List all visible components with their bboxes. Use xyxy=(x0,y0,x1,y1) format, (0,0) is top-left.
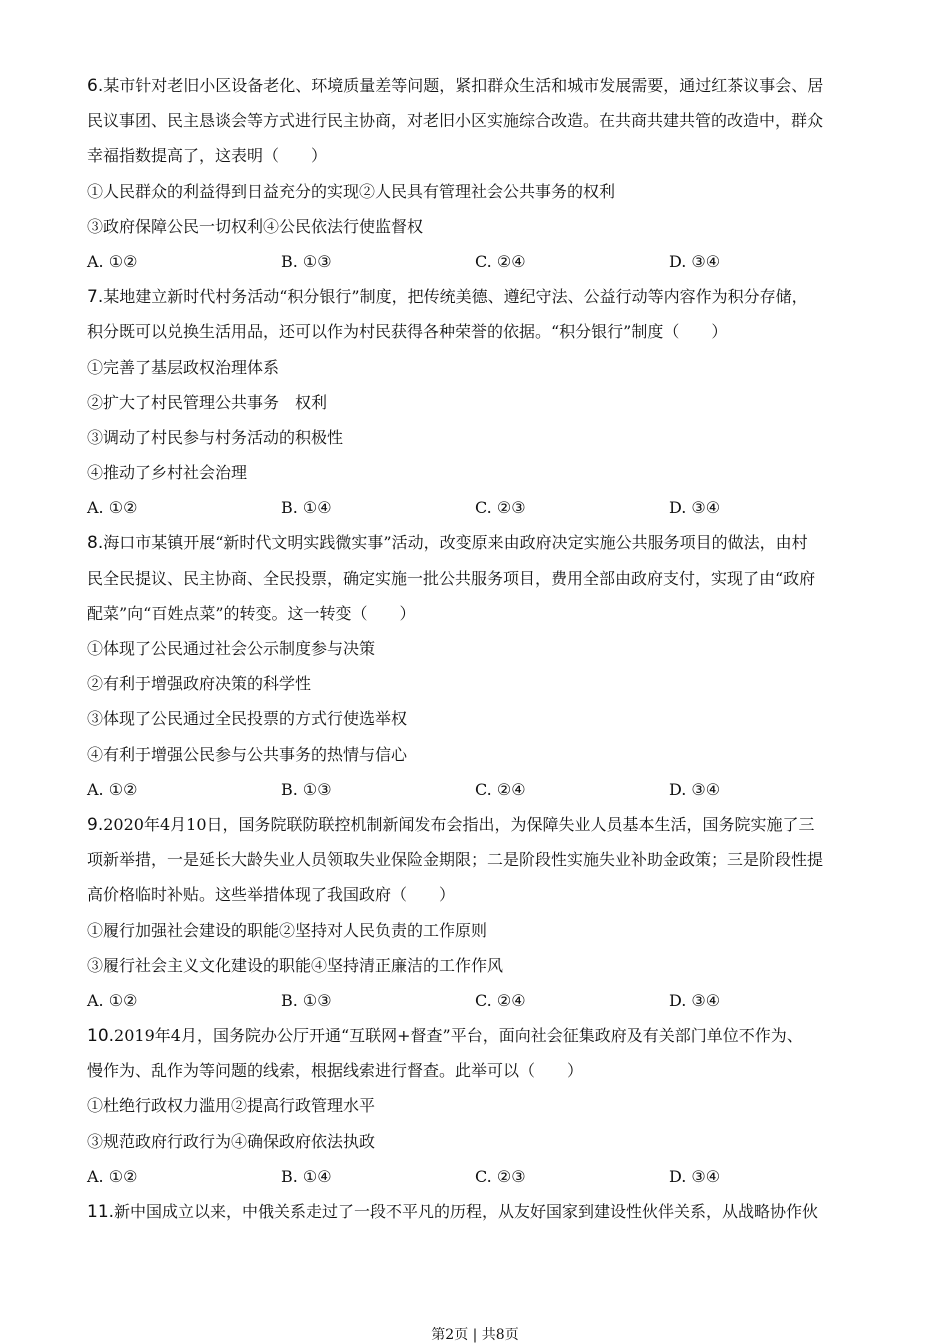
answer-choice: B. ①③ xyxy=(281,779,332,799)
answer-choice: A. ①② xyxy=(87,251,138,271)
question-8 xyxy=(87,525,867,807)
answer-choice: B. ①④ xyxy=(281,498,332,518)
statement-option: ④推动了乡村社会治理 xyxy=(87,463,248,483)
question-stem-line xyxy=(87,1018,867,1053)
question-7 xyxy=(87,279,867,525)
stem-text: 民议事团、民主恳谈会等方式进行民主协商，对老旧小区实施综合改造。在共商共建共管的改造中，群众 xyxy=(87,111,824,131)
stem-text: 民全民提议、民主协商、全民投票，确定实施一批公共服务项目，费用全部由政府支付，实现了由“政府 xyxy=(87,568,816,588)
answer-choice: C. ②④ xyxy=(475,990,526,1010)
question-stem-line xyxy=(87,68,867,103)
question-number: 6. xyxy=(87,76,104,96)
statement-option: ②扩大了村民管理公共事务 权利 xyxy=(87,392,328,412)
stem-text: 积分既可以兑换生活用品，还可以作为村民获得各种荣誉的依据。“积分银行”制度（ ） xyxy=(87,322,728,342)
stem-text: 海口市某镇开展“新时代文明实践微实事”活动，改变原来由政府决定实施公共服务项目的做法，由村 xyxy=(103,533,808,553)
answer-choices xyxy=(87,983,867,1018)
question-number: 11. xyxy=(87,1202,115,1222)
question-stem-line xyxy=(87,279,867,314)
statement-option: ③体现了公民通过全民投票的方式行使选举权 xyxy=(87,709,408,729)
answer-choice: A. ①② xyxy=(87,1166,138,1186)
statement-option: ③履行社会主义文化建设的职能④坚持清正廉洁的工作作风 xyxy=(87,955,504,975)
question-stem-line xyxy=(87,103,867,138)
statement-option: ②有利于增强政府决策的科学性 xyxy=(87,674,312,694)
stem-text: 配菜”向“百姓点菜”的转变。这一转变（ ） xyxy=(87,603,416,623)
page-footer: 第2页 | 共8页 xyxy=(431,1327,519,1343)
answer-choices xyxy=(87,490,867,525)
answer-choice: A. ①② xyxy=(87,779,138,799)
question-stem-line xyxy=(87,596,867,631)
answer-choice: B. ①③ xyxy=(281,990,332,1010)
question-stem-line xyxy=(87,842,867,877)
question-stem-line xyxy=(87,314,867,349)
stem-text: 项新举措，一是延长大龄失业人员领取失业保险金期限；二是阶段性实施失业补助金政策；三是阶段性提 xyxy=(87,850,824,870)
question-11 xyxy=(87,1194,867,1229)
answer-choice: B. ①③ xyxy=(281,251,332,271)
answer-choice: C. ②③ xyxy=(475,498,526,518)
answer-choices xyxy=(87,772,867,807)
question-stem-line xyxy=(87,561,867,596)
question-10 xyxy=(87,1018,867,1194)
question-stem-line xyxy=(87,1053,867,1088)
answer-choice: D. ③④ xyxy=(669,990,721,1010)
statement-option: ①人民群众的利益得到日益充分的实现②人民具有管理社会公共事务的权利 xyxy=(87,181,616,201)
question-number: 7. xyxy=(87,287,104,308)
answer-choice: C. ②④ xyxy=(475,779,526,799)
question-stem-line xyxy=(87,525,867,560)
statement-option: ③调动了村民参与村务活动的积极性 xyxy=(87,427,344,447)
question-number: 9. xyxy=(87,814,104,835)
answer-choices xyxy=(87,1159,867,1194)
statement-option: ①体现了公民通过社会公示制度参与决策 xyxy=(87,639,376,658)
answer-choice: B. ①④ xyxy=(281,1166,332,1186)
statement-option: ①完善了基层政权治理体系 xyxy=(87,357,280,377)
stem-text: 2019年4月，国务院办公厅开通“互联网+督查”平台，面向社会征集政府及有关部门单位不作为、 xyxy=(114,1026,803,1046)
statement-option: ①履行加强社会建设的职能②坚持对人民负责的工作原则 xyxy=(87,920,488,940)
question-stem-line xyxy=(87,1194,867,1229)
stem-text: 慢作为、乱作为等问题的线索，根据线索进行督查。此举可以（ ） xyxy=(87,1061,584,1081)
answer-choice: C. ②③ xyxy=(475,1166,526,1186)
answer-choice: D. ③④ xyxy=(669,498,721,518)
stem-text: 高价格临时补贴。这些举措体现了我国政府（ ） xyxy=(87,885,456,905)
answer-choice: D. ③④ xyxy=(669,779,721,799)
question-number: 10. xyxy=(87,1026,115,1047)
question-stem-line xyxy=(87,877,867,912)
statement-option: ③规范政府行政行为④确保政府依法执政 xyxy=(87,1131,376,1151)
statement-option: ④有利于增强公民参与公共事务的热情与信心 xyxy=(87,744,408,764)
question-stem-line xyxy=(87,807,867,842)
exam-page-content xyxy=(87,68,867,1229)
stem-text: 新中国成立以来，中俄关系走过了一段不平凡的历程，从友好国家到建设性伙伴关系，从战略协作伙 xyxy=(114,1202,819,1221)
answer-choice: A. ①② xyxy=(87,498,138,518)
question-number: 8. xyxy=(87,533,104,554)
question-stem-line xyxy=(87,138,867,173)
question-6 xyxy=(87,68,867,279)
answer-choice: D. ③④ xyxy=(669,251,721,271)
stem-text: 某地建立新时代村务活动“积分银行”制度，把传统美德、遵纪守法、公益行动等内容作为积分存储， xyxy=(103,287,808,307)
answer-choice: C. ②④ xyxy=(475,251,526,271)
answer-choice: A. ①② xyxy=(87,990,138,1010)
stem-text: 某市针对老旧小区设备老化、环境质量差等问题，紧扣群众生活和城市发展需要，通过红茶议事会、居 xyxy=(103,76,824,95)
stem-text: 2020年4月10日，国务院联防联控机制新闻发布会指出，为保障失业人员基本生活，国务院实施了三 xyxy=(103,814,815,834)
answer-choices xyxy=(87,244,867,279)
statement-option: ①杜绝行政权力滥用②提高行政管理水平 xyxy=(87,1096,376,1116)
statement-option: ③政府保障公民一切权利④公民依法行使监督权 xyxy=(87,216,424,236)
answer-choice: D. ③④ xyxy=(669,1166,721,1186)
stem-text: 幸福指数提高了，这表明（ ） xyxy=(87,146,328,166)
question-9 xyxy=(87,807,867,1018)
